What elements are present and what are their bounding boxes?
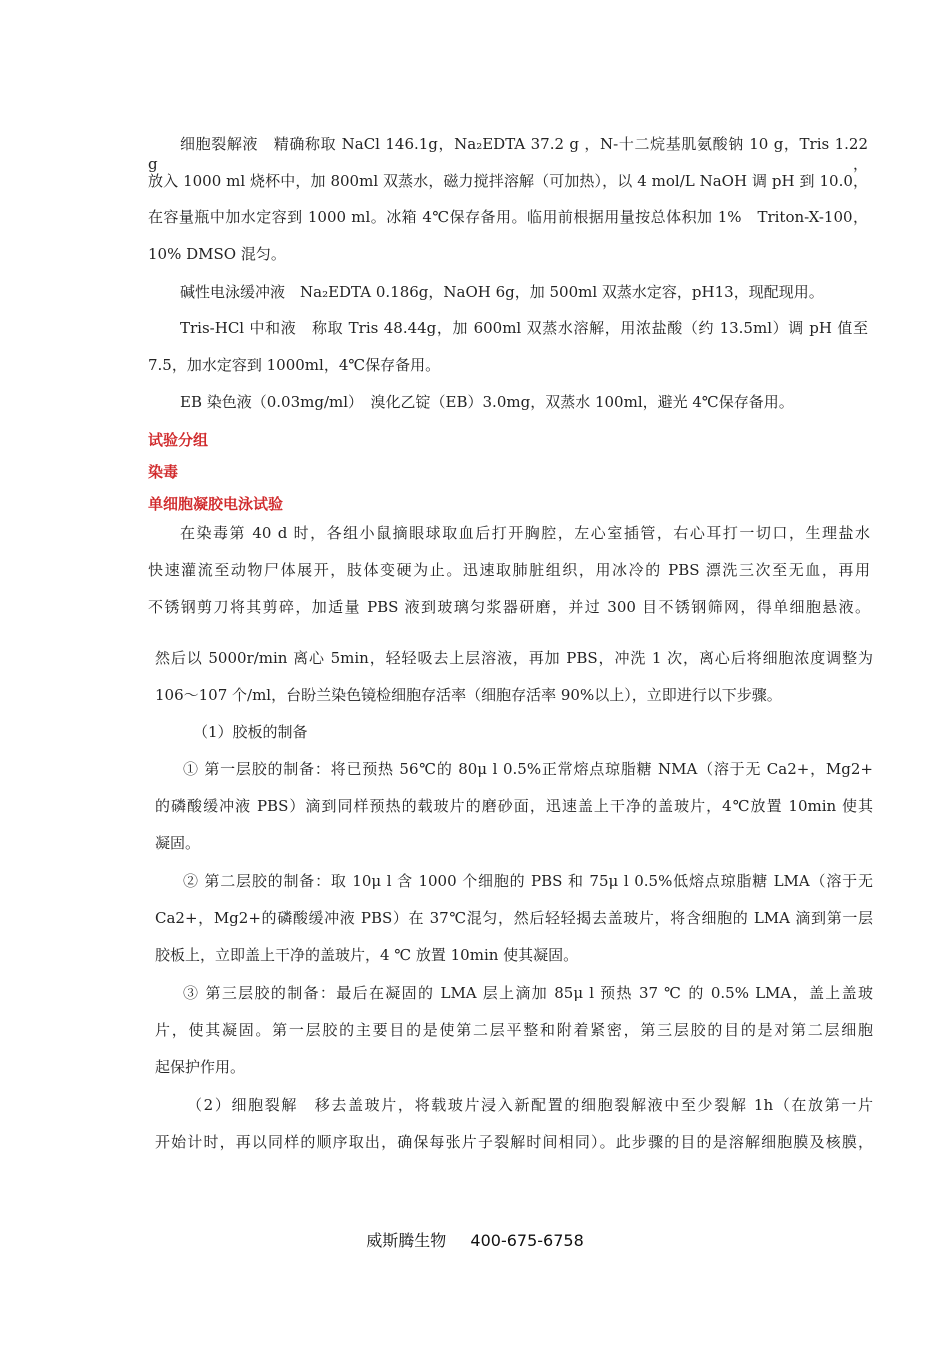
tris-line-1: Tris-HCl 中和液 称取 Tris 48.44g，加 600ml 双蒸水溶解，用浓盐酸（约 13.5ml）调 pH 值至: [180, 319, 868, 337]
layer1-line-3: 凝固。: [155, 834, 201, 852]
layer1-line-2: 的磷酸缓冲液 PBS）滴到同样预热的载玻片的磨砂面，迅速盖上干净的盖玻片，4℃放置 10min 使其: [155, 797, 873, 815]
comet-p1-line-2: 快速灌流至动物尸体展开，肢体变硬为止。迅速取肺脏组织，用冰冷的 PBS 漂洗三次至无血，再用: [148, 561, 870, 579]
layer2-line-1: ② 第二层胶的制备：取 10μ l 含 1000 个细胞的 PBS 和 75μ l 0.5%低熔点琼脂糖 LMA（溶于无: [183, 872, 873, 890]
step2-line-2: 开始计时，再以同样的顺序取出，确保每张片子裂解时间相同）。此步骤的目的是溶解细胞膜及核膜，: [155, 1133, 873, 1151]
layer3-line-2: 片，使其凝固。第一层胶的主要目的是使第二层平整和附着紧密，第三层胶的目的是对第二层细胞: [155, 1021, 873, 1039]
step1-title: （1）胶板的制备: [193, 723, 308, 741]
heading-exposure: 染毒: [148, 463, 179, 481]
comet-p2-line-1: 然后以 5000r/min 离心 5min，轻轻吸去上层溶液，再加 PBS，冲洗 1 次，离心后将细胞浓度调整为: [155, 649, 873, 667]
lysis-line-1: 细胞裂解液 精确称取 NaCl 146.1g，Na₂EDTA 37.2 g ，N-十二烷基肌氨酸钠 10 g，Tris 1.22 g，: [148, 135, 868, 173]
lysis-line-4: 10% DMSO 混匀。: [148, 245, 286, 263]
lysis-line-2: 放入 1000 ml 烧杯中，加 800ml 双蒸水，磁力搅拌溶解（可加热），以 4 mol/L NaOH 调 pH 到 10.0，: [148, 172, 868, 190]
layer2-line-3: 胶板上，立即盖上干净的盖玻片，4 ℃ 放置 10min 使其凝固。: [155, 946, 579, 964]
page-footer: [0, 1228, 950, 1251]
lysis-line-3: 在容量瓶中加水定容到 1000 ml。冰箱 4℃保存备用。临用前根据用量按总体积加 1% Triton-X-100，: [148, 208, 868, 226]
footer-phone: 400-675-6758: [470, 1231, 584, 1250]
layer2-line-2: Ca2+，Mg2+的磷酸缓冲液 PBS）在 37℃混匀，然后轻轻揭去盖玻片，将含细胞的 LMA 滴到第一层: [155, 909, 873, 927]
footer-company: 威斯腾生物: [366, 1231, 447, 1250]
layer1-line-1: ① 第一层胶的制备：将已预热 56℃的 80μ l 0.5%正常熔点琼脂糖 NMA（溶于无 Ca2+，Mg2+: [183, 760, 873, 778]
heading-comet: 单细胞凝胶电泳试验: [148, 495, 284, 513]
eb-line: EB 染色液（0.03mg/ml） 溴化乙锭（EB）3.0mg，双蒸水 100ml，避光 4℃保存备用。: [180, 393, 794, 411]
comet-p2-line-2: 106～107 个/ml，台盼兰染色镜检细胞存活率（细胞存活率 90%以上），立即进行以下步骤。: [155, 686, 782, 704]
layer3-line-3: 起保护作用。: [155, 1058, 246, 1076]
comet-p1-line-1: 在染毒第 40 d 时，各组小鼠摘眼球取血后打开胸腔，左心室插管，右心耳打一切口，生理盐水: [180, 524, 870, 542]
layer3-line-1: ③ 第三层胶的制备：最后在凝固的 LMA 层上滴加 85μ l 预热 37 ℃ 的 0.5% LMA，盖上盖玻: [183, 984, 873, 1002]
tris-line-2: 7.5，加水定容到 1000ml，4℃保存备用。: [148, 356, 441, 374]
comet-p1-line-3: 不锈钢剪刀将其剪碎，加适量 PBS 液到玻璃匀浆器研磨，并过 300 目不锈钢筛网，得单细胞悬液。: [148, 598, 870, 616]
step2-line-1: （2）细胞裂解 移去盖玻片，将载玻片浸入新配置的细胞裂解液中至少裂解 1h（在放第一片: [187, 1096, 873, 1114]
heading-grouping: 试验分组: [148, 431, 209, 449]
buffer-line: 碱性电泳缓冲液 Na₂EDTA 0.186g，NaOH 6g，加 500ml 双蒸水定容，pH13，现配现用。: [180, 283, 824, 301]
